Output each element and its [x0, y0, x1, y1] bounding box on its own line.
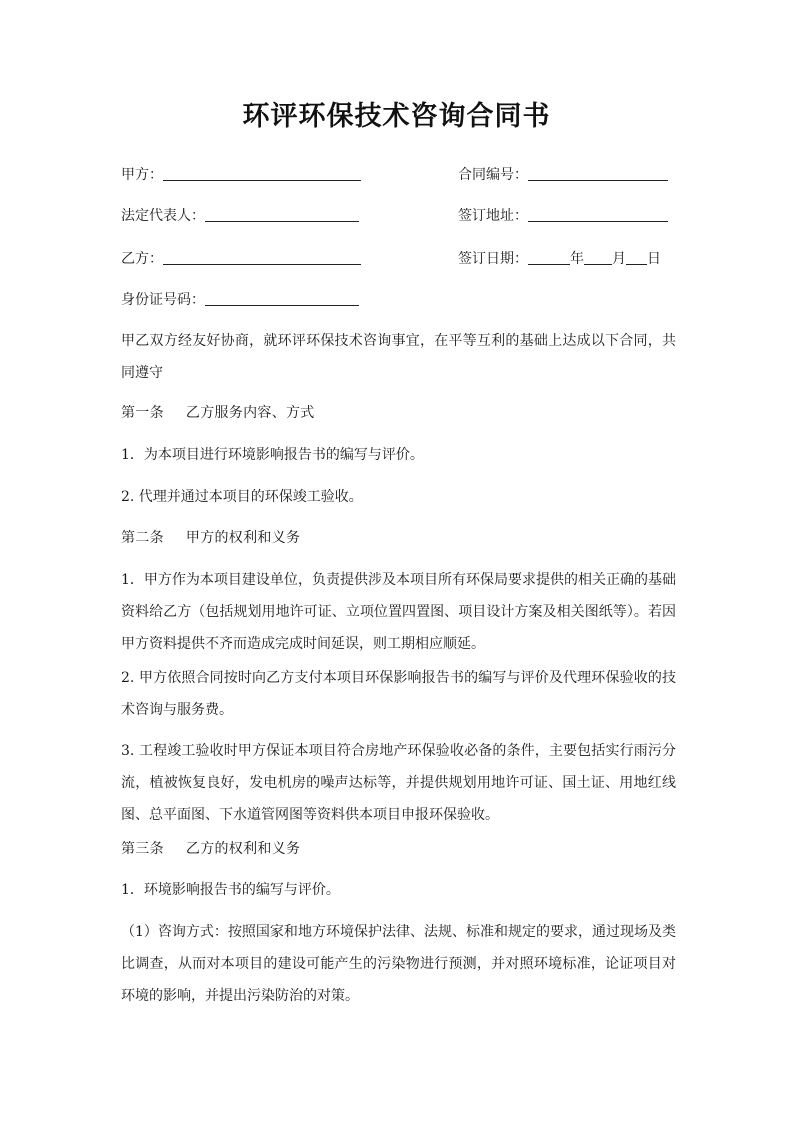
- article-2-item-2: 2. 甲方依照合同按时向乙方支付本项目环保影响报告书的编写与评价及代理环保验收的技术咨询与服务费。: [121, 670, 676, 718]
- article-2-item-1: 1．甲方作为本项目建设单位，负责提供涉及本项目所有环保局要求提供的相关正确的基础资料给乙方（包括规划用地许可证、立项位置四置图、项目设计方案及相关图纸等）。若因甲方资料提供不齐而造成完成时间延误，则工期相应顺延。: [121, 572, 676, 652]
- contract-no-field: [458, 165, 668, 185]
- id-no-field: [121, 290, 359, 310]
- party-b-blank[interactable]: [163, 250, 361, 265]
- legal-rep-blank[interactable]: [205, 207, 359, 222]
- party-b-field: [121, 249, 361, 269]
- year-label: 年: [570, 251, 584, 267]
- article-2-number: 第二条: [121, 530, 164, 546]
- sign-place-field: [458, 206, 668, 226]
- contract-no-label: 合同编号：: [458, 167, 528, 183]
- article-2-title: 甲方的权利和义务: [185, 530, 301, 546]
- article-3-item-2: （1）咨询方式：按照国家和地方环境保护法律、法规、标准和规定的要求，通过现场及类比调查，从而对本项目的建设可能产生的污染物进行预测，并对照环境标准，论证项目对环境的影响，并提出污染防治的对策。: [121, 924, 676, 1004]
- month-label: 月: [612, 251, 626, 267]
- day-label: 日: [647, 251, 661, 267]
- sign-place-blank[interactable]: [528, 207, 668, 222]
- article-2-heading: [121, 522, 676, 554]
- contract-title: 环评环保技术咨询合同书: [242, 101, 551, 132]
- article-3-title: 乙方的权利和义务: [185, 841, 301, 857]
- sign-date-field: [458, 249, 661, 269]
- sign-place-label: 签订地址：: [458, 208, 528, 224]
- article-1-title: 乙方服务内容、方式: [185, 405, 315, 421]
- article-1-item-1: 1．为本项目进行环境影响报告书的编写与评价。: [121, 447, 424, 463]
- article-1-item-2: 2. 代理并通过本项目的环保竣工验收。: [121, 489, 363, 505]
- article-1-heading: [121, 397, 676, 429]
- article-3-heading: [121, 833, 676, 865]
- id-no-blank[interactable]: [205, 291, 359, 306]
- article-2-item-3: 3. 工程竣工验收时甲方保证本项目符合房地产环保验收必备的条件，主要包括实行雨污分流，植被恢复良好，发电机房的噪声达标等，并提供规划用地许可证、国土证、用地红线图、总平面图、下水道管网图等资料供本项目申报环保验收。: [121, 743, 676, 823]
- article-3-item-1: 1．环境影响报告书的编写与评价。: [121, 882, 340, 898]
- party-a-blank[interactable]: [163, 166, 361, 181]
- article-3-number: 第三条: [121, 841, 164, 857]
- day-blank[interactable]: [626, 250, 647, 265]
- legal-rep-label: 法定代表人：: [121, 208, 205, 224]
- year-blank[interactable]: [528, 250, 570, 265]
- legal-rep-field: [121, 206, 359, 226]
- party-a-label: 甲方：: [121, 167, 163, 183]
- intro-paragraph: 甲乙双方经友好协商，就环评环保技术咨询事宜，在平等互利的基础上达成以下合同，共同遵守: [121, 333, 676, 381]
- party-b-label: 乙方：: [121, 251, 163, 267]
- party-a-field: [121, 165, 361, 185]
- contract-no-blank[interactable]: [528, 166, 668, 181]
- sign-date-label: 签订日期：: [458, 251, 528, 267]
- month-blank[interactable]: [584, 250, 612, 265]
- id-no-label: 身份证号码：: [121, 292, 205, 308]
- article-1-number: 第一条: [121, 405, 164, 421]
